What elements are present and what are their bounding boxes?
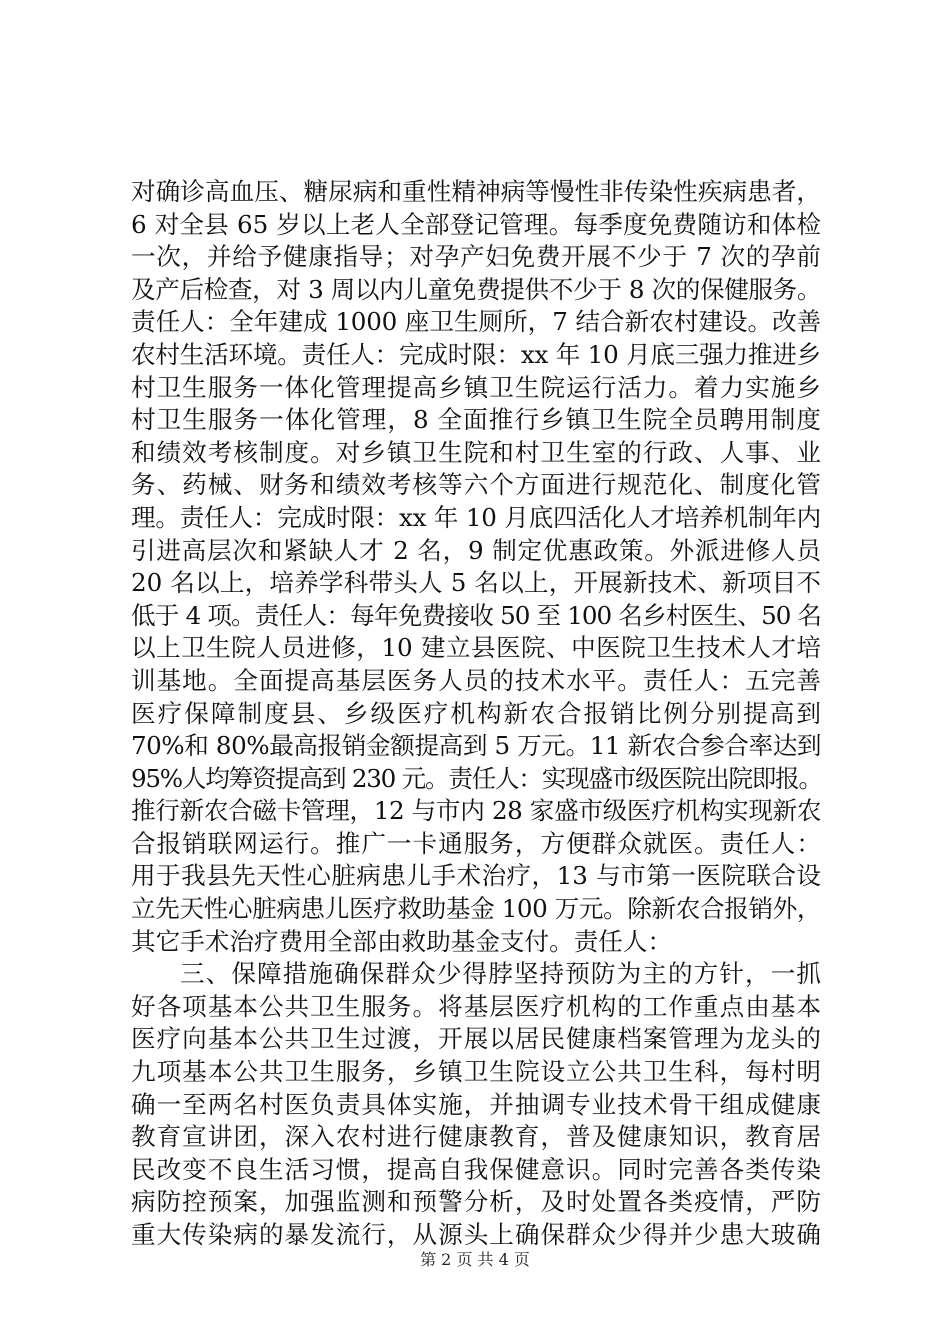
document-body xyxy=(131,176,821,1252)
text-line: 引进高层次和紧缺人才 2 名，9 制定优惠政策。外派进修人员 xyxy=(131,535,821,565)
text-line: 教育宣讲团，深入农村进行健康教育，普及健康知识，教育居 xyxy=(131,1122,821,1152)
text-line: 病防控预案，加强监测和预警分析，及时处置各类疫情，严防 xyxy=(131,1187,821,1217)
text-line: 其它手术治疗费用全部由救助基金支付。责任人： xyxy=(131,926,673,956)
text-line: 一次，并给予健康指导；对孕产妇免费开展不少于 7 次的孕前 xyxy=(131,242,821,272)
text-line: 20 名以上，培养学科带头人 5 名以上，开展新技术、新项目不 xyxy=(131,568,821,598)
text-line: 用于我县先天性心脏病患儿手术治疗，13 与市第一医院联合设 xyxy=(131,861,821,891)
page-number-footer: 第 2 页 共 4 页 xyxy=(420,1250,530,1269)
text-line: 6 对全县 65 岁以上老人全部登记管理。每季度免费随访和体检 xyxy=(131,209,821,239)
text-line: 责任人：全年建成 1000 座卫生厕所，7 结合新农村建设。改善 xyxy=(131,307,821,337)
text-line: 以上卫生院人员进修，10 建立县医院、中医院卫生技术人才培 xyxy=(131,633,821,663)
text-line: 民改变不良生活习惯，提高自我保健意识。同时完善各类传染 xyxy=(131,1154,821,1184)
text-line: 村卫生服务一体化管理提高乡镇卫生院运行活力。着力实施乡 xyxy=(131,372,821,402)
text-line: 务、药械、财务和绩效考核等六个方面进行规范化、制度化管 xyxy=(131,470,821,500)
text-line: 70%和 80%最高报销金额提高到 5 万元。11 新农合参合率达到 xyxy=(131,731,821,761)
text-line: 95%人均筹资提高到 230 元。责任人：实现盛市级医院出院即报。 xyxy=(131,763,822,793)
text-line: 好各项基本公共卫生服务。将基层医疗机构的工作重点由基本 xyxy=(131,991,821,1021)
text-line: 理。责任人：完成时限：xx 年 10 月底四活化人才培养机制年内 xyxy=(131,502,821,532)
text-line: 医疗保障制度县、乡级医疗机构新农合报销比例分别提高到 xyxy=(131,698,821,728)
text-line: 重大传染病的暴发流行，从源头上确保群众少得并少患大玻确 xyxy=(131,1220,821,1249)
text-line: 农村生活环境。责任人：完成时限：xx 年 10 月底三强力推进乡 xyxy=(131,339,821,369)
text-line: 推行新农合磁卡管理，12 与市内 28 家盛市级医疗机构实现新农 xyxy=(131,796,821,826)
text-line: 对确诊高血压、糖尿病和重性精神病等慢性非传染性疾病患者， xyxy=(131,177,821,206)
text-line: 低于 4 项。责任人：每年免费接收 50 至 100 名乡村医生、50 名 xyxy=(131,600,821,630)
paragraph-first-line: 三、保障措施确保群众少得脖坚持预防为主的方针，一抓 xyxy=(180,959,821,989)
text-line: 确一至两名村医负责具体实施，并抽调专业技术骨干组成健康 xyxy=(131,1089,821,1119)
text-line: 村卫生服务一体化管理，8 全面推行乡镇卫生院全员聘用制度 xyxy=(131,405,821,435)
text-line: 和绩效考核制度。对乡镇卫生院和村卫生室的行政、人事、业 xyxy=(131,437,821,467)
text-line: 及产后检查，对 3 周以内儿童免费提供不少于 8 次的保健服务。 xyxy=(131,274,821,304)
text-line: 合报销联网运行。推广一卡通服务，方便群众就医。责任人： xyxy=(131,828,821,858)
text-line: 九项基本公共卫生服务，乡镇卫生院设立公共卫生科，每村明 xyxy=(131,1057,821,1087)
text-line: 立先天性心脏病患儿医疗救助基金 100 万元。除新农合报销外， xyxy=(131,894,821,924)
text-line: 训基地。全面提高基层医务人员的技术水平。责任人：五完善 xyxy=(131,665,821,695)
text-line: 医疗向基本公共卫生过渡，开展以居民健康档案管理为龙头的 xyxy=(131,1024,821,1054)
